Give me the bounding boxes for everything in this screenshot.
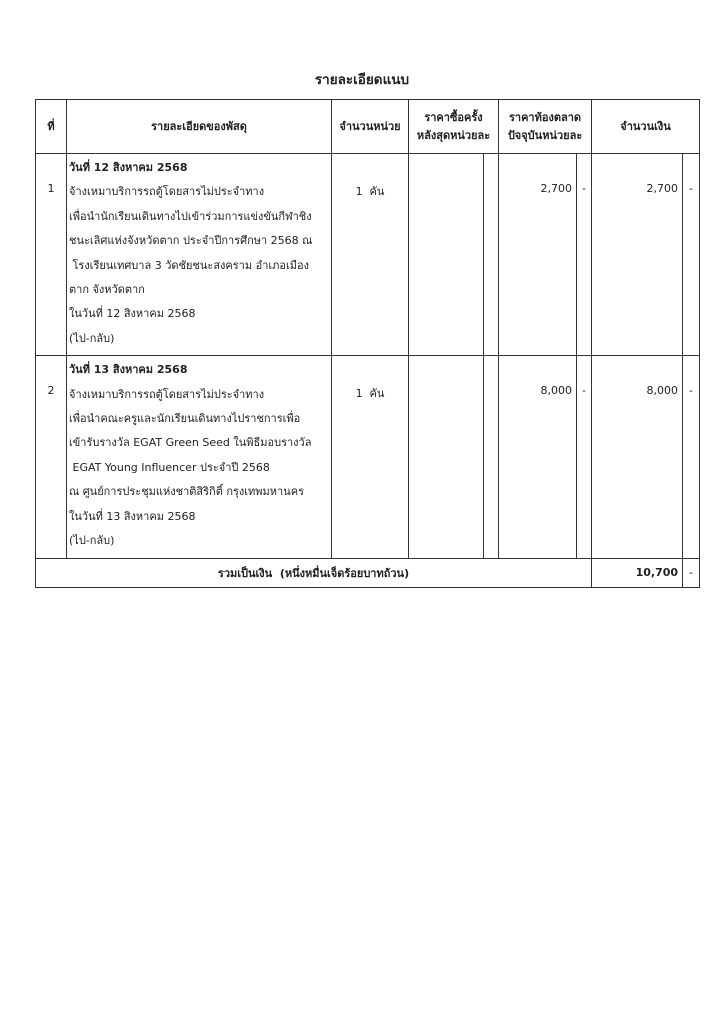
description-line: โรงเรียนเทศบาล 3 วัดชัยชนะสงคราม อำเภอเมือง	[69, 258, 309, 272]
description-line: ณ ศูนย์การประชุมแห่งชาติสิริกิติ์ กรุงเทพมหานคร	[69, 485, 304, 499]
row-amount: 8,000	[592, 356, 683, 558]
row-description	[67, 154, 332, 356]
row-amount-decimal: -	[683, 356, 700, 558]
row-market-price-decimal: -	[577, 154, 592, 356]
total-row	[36, 558, 700, 587]
items-table	[35, 99, 700, 588]
row-last-price-decimal	[484, 356, 499, 558]
row-last-price-decimal	[484, 154, 499, 356]
header-no: ที่	[36, 100, 67, 154]
header-market-price: ราคาท้องตลาด ปัจจุบันหน่วยละ	[499, 100, 592, 154]
header-description: รายละเอียดของพัสดุ	[67, 100, 332, 154]
description-line: เพื่อนำคณะครูและนักเรียนเดินทางไปราชการเพื่อ	[69, 412, 301, 426]
total-label: รวมเป็นเงิน (หนึ่งหมื่นเจ็ดร้อยบาทถ้วน)	[36, 558, 592, 587]
row-no: 2	[36, 356, 67, 558]
description-line: ในวันที่ 12 สิงหาคม 2568	[69, 307, 196, 321]
row-last-price	[409, 356, 484, 558]
description-line: จ้างเหมาบริการรถตู้โดยสารไม่ประจำทาง	[69, 387, 265, 401]
header-amount: จำนวนเงิน	[592, 100, 700, 154]
description-line: เพื่อนำนักเรียนเดินทางไปเข้าร่วมการแข่งขันกีฬาชิง	[69, 209, 312, 223]
description-line: ชนะเลิศแห่งจังหวัดตาก ประจำปีการศึกษา 2568 ณ	[69, 234, 313, 248]
description-line: เข้ารับรางวัล EGAT Green Seed ในพิธีมอบรางวัล	[69, 436, 312, 450]
row-market-price: 8,000	[499, 356, 577, 558]
description-line: EGAT Young Influencer ประจำปี 2568	[69, 460, 270, 474]
row-date-heading: วันที่ 13 สิงหาคม 2568	[69, 363, 188, 377]
description-line: จ้างเหมาบริการรถตู้โดยสารไม่ประจำทาง	[69, 185, 265, 199]
table-header	[36, 100, 700, 154]
row-amount: 2,700	[592, 154, 683, 356]
row-market-price: 2,700	[499, 154, 577, 356]
total-amount-decimal: -	[683, 558, 700, 587]
row-description	[67, 356, 332, 558]
table-row	[36, 154, 700, 356]
row-date-heading: วันที่ 12 สิงหาคม 2568	[69, 161, 188, 174]
row-quantity: 1 คัน	[332, 154, 409, 356]
description-line: (ไป-กลับ)	[69, 534, 115, 548]
row-no: 1	[36, 154, 67, 356]
total-amount: 10,700	[592, 558, 683, 587]
page-title: รายละเอียดแนบ	[314, 72, 410, 88]
description-line: ตาก จังหวัดตาก	[69, 283, 145, 297]
row-last-price	[409, 154, 484, 356]
description-line: (ไป-กลับ)	[69, 331, 115, 345]
header-last-price: ราคาซื้อครั้ง หลังสุดหน่วยละ	[409, 100, 499, 154]
table-row	[36, 356, 700, 558]
description-line: ในวันที่ 13 สิงหาคม 2568	[69, 509, 196, 523]
row-amount-decimal: -	[683, 154, 700, 356]
header-quantity: จำนวนหน่วย	[332, 100, 409, 154]
row-quantity: 1 คัน	[332, 356, 409, 558]
row-market-price-decimal: -	[577, 356, 592, 558]
